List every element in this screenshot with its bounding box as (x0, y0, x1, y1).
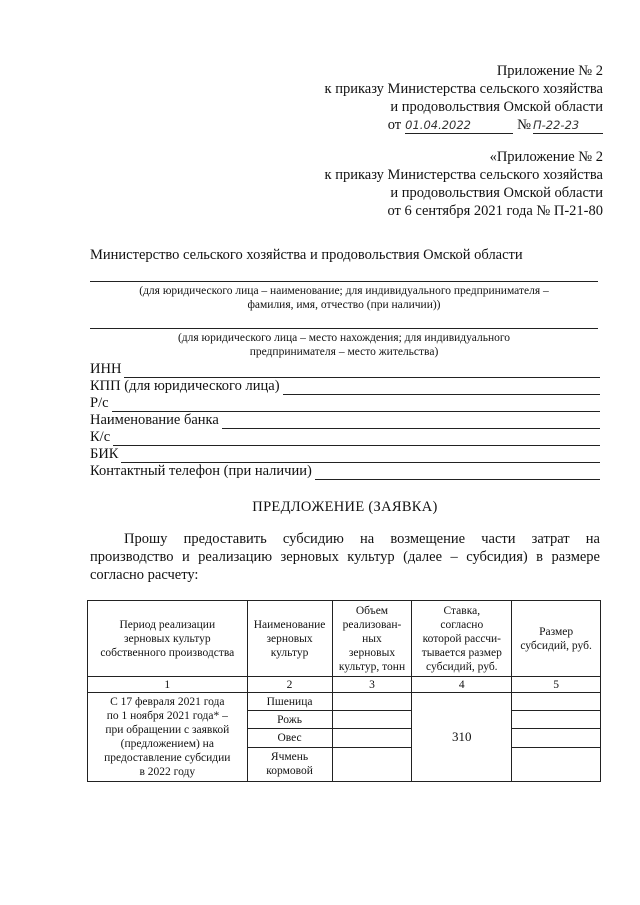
header-period-l3: собственного производства (100, 646, 235, 659)
amount-cell (512, 711, 601, 729)
number-prefix: № (517, 117, 531, 133)
appendix-top-line3: и продовольствия Омской области (390, 99, 603, 115)
header-crop-l3: культур (270, 646, 309, 659)
requisite-fill (222, 416, 600, 429)
volume-cell (332, 729, 412, 747)
header-volume-l1: Объем (355, 604, 389, 617)
header-rate (412, 601, 512, 677)
column-number: 4 (412, 677, 512, 693)
doc-title: ПРЕДЛОЖЕНИЕ (ЗАЯВКА) (252, 499, 438, 515)
hint-location-line1: (для юридического лица – место нахождения; для индивидуального (177, 332, 511, 344)
requisite-inn (90, 361, 600, 378)
addressee: Министерство сельского хозяйства и продовольствия Омской области (90, 247, 523, 263)
requisite-label: Наименование банка (90, 412, 219, 428)
header-rate-l3: которой рассчи- (422, 632, 501, 645)
header-rate-l1: Ставка, (443, 604, 481, 617)
header-amount-l2: субсидий, руб. (520, 639, 592, 652)
header-amount-l1: Размер (539, 625, 574, 638)
hint-name-line2: фамилия, имя, отчество (при наличии)) (247, 299, 441, 311)
volume-cell (332, 747, 412, 781)
hint-name (90, 284, 598, 312)
requisite-fill (113, 433, 600, 446)
name-line (90, 280, 598, 282)
period-l5: предоставление субсидии (104, 752, 231, 764)
hint-location (90, 331, 598, 359)
header-volume-l4: зерновых (348, 646, 396, 659)
header-amount (512, 601, 601, 677)
calculation-table (87, 600, 601, 782)
header-crop-l2: зерновых (266, 632, 313, 645)
table-row (88, 693, 601, 711)
crop-wheat: Пшеница (247, 693, 332, 711)
header-period (88, 601, 248, 677)
header-volume-l2: реализован- (342, 618, 402, 631)
appendix-quoted (280, 148, 603, 220)
amount-cell (512, 693, 601, 711)
requisite-fill (283, 382, 600, 395)
requisite-fill (121, 450, 600, 463)
requisites-block (90, 361, 600, 480)
appendix-quoted-line2: к приказу Министерства сельского хозяйства (324, 167, 603, 183)
header-rate-l2: согласно (440, 618, 484, 631)
request-line2: производство и реализацию зерновых культур (далее – субсидия) в размере (90, 549, 600, 565)
header-volume-l3: ных (362, 632, 382, 645)
requisite-label: Контактный телефон (при наличии) (90, 463, 312, 479)
requisite-label: КПП (для юридического лица) (90, 378, 280, 394)
requisite-kpp (90, 378, 600, 395)
header-volume-l5: культур, тонн (338, 660, 406, 673)
header-rate-l5: субсидий, руб. (426, 660, 498, 673)
volume-cell (332, 693, 412, 711)
column-number: 2 (247, 677, 332, 693)
appendix-quoted-line1: «Приложение № 2 (489, 149, 603, 165)
requisite-account (90, 395, 600, 412)
requisite-label: БИК (90, 446, 119, 462)
requisite-label: Р/с (90, 395, 109, 411)
amount-cell (512, 747, 601, 781)
volume-cell (332, 711, 412, 729)
period-l2: по 1 ноября 2021 года* – (106, 710, 228, 722)
handwritten-date: 01.04.2022 (405, 118, 472, 132)
hint-location-line2: предпринимателя – место жительства) (249, 346, 439, 358)
date-prefix: от (387, 117, 402, 133)
table-column-numbers-row (88, 677, 601, 693)
header-crop-l1: Наименование (253, 618, 326, 631)
appendix-top (300, 62, 603, 134)
column-number: 1 (88, 677, 248, 693)
appendix-top-line1: Приложение № 2 (496, 63, 603, 79)
number-field (533, 116, 603, 134)
column-number: 3 (332, 677, 412, 693)
requisite-fill (112, 399, 600, 412)
hint-name-line1: (для юридического лица – наименование; для индивидуального предпринимателя – (139, 285, 549, 297)
crop-oats: Овес (247, 729, 332, 747)
handwritten-number: П-22-23 (533, 118, 580, 132)
header-period-l1: Период реализации (119, 618, 216, 631)
appendix-top-line2: к приказу Министерства сельского хозяйства (324, 81, 603, 97)
header-rate-l4: тывается размер (421, 646, 502, 659)
crop-barley: Ячмень кормовой (247, 747, 332, 781)
period-l1: С 17 февраля 2021 года (110, 696, 225, 708)
date-field (405, 116, 513, 134)
appendix-quoted-line3: и продовольствия Омской области (390, 185, 603, 201)
header-volume (332, 601, 412, 677)
table-header-row (88, 601, 601, 677)
period-l6: в 2022 году (139, 766, 196, 778)
requisite-fill (124, 365, 600, 378)
period-l4: (предложением) на (120, 738, 214, 750)
location-line (90, 327, 598, 329)
requisite-bank (90, 412, 600, 429)
request-text (90, 530, 600, 584)
appendix-quoted-line4: от 6 сентября 2021 года № П-21-80 (387, 203, 603, 219)
request-line3: согласно расчету: (90, 567, 199, 583)
requisite-corr-account (90, 429, 600, 446)
crop-rye: Рожь (247, 711, 332, 729)
period-l3: при обращении с заявкой (105, 724, 230, 736)
appendix-top-date-line (300, 116, 603, 134)
requisite-fill (315, 467, 600, 480)
requisite-label: ИНН (90, 361, 122, 377)
amount-cell (512, 729, 601, 747)
request-line1: Прошу предоставить субсидию на возмещение части затрат на (124, 531, 600, 547)
requisite-label: К/с (90, 429, 111, 445)
column-number: 5 (512, 677, 601, 693)
period-cell (88, 693, 248, 782)
requisite-phone (90, 463, 600, 480)
header-period-l2: зерновых культур (123, 632, 211, 645)
rate-cell: 310 (412, 693, 512, 782)
requisite-bik (90, 446, 600, 463)
header-crop (247, 601, 332, 677)
